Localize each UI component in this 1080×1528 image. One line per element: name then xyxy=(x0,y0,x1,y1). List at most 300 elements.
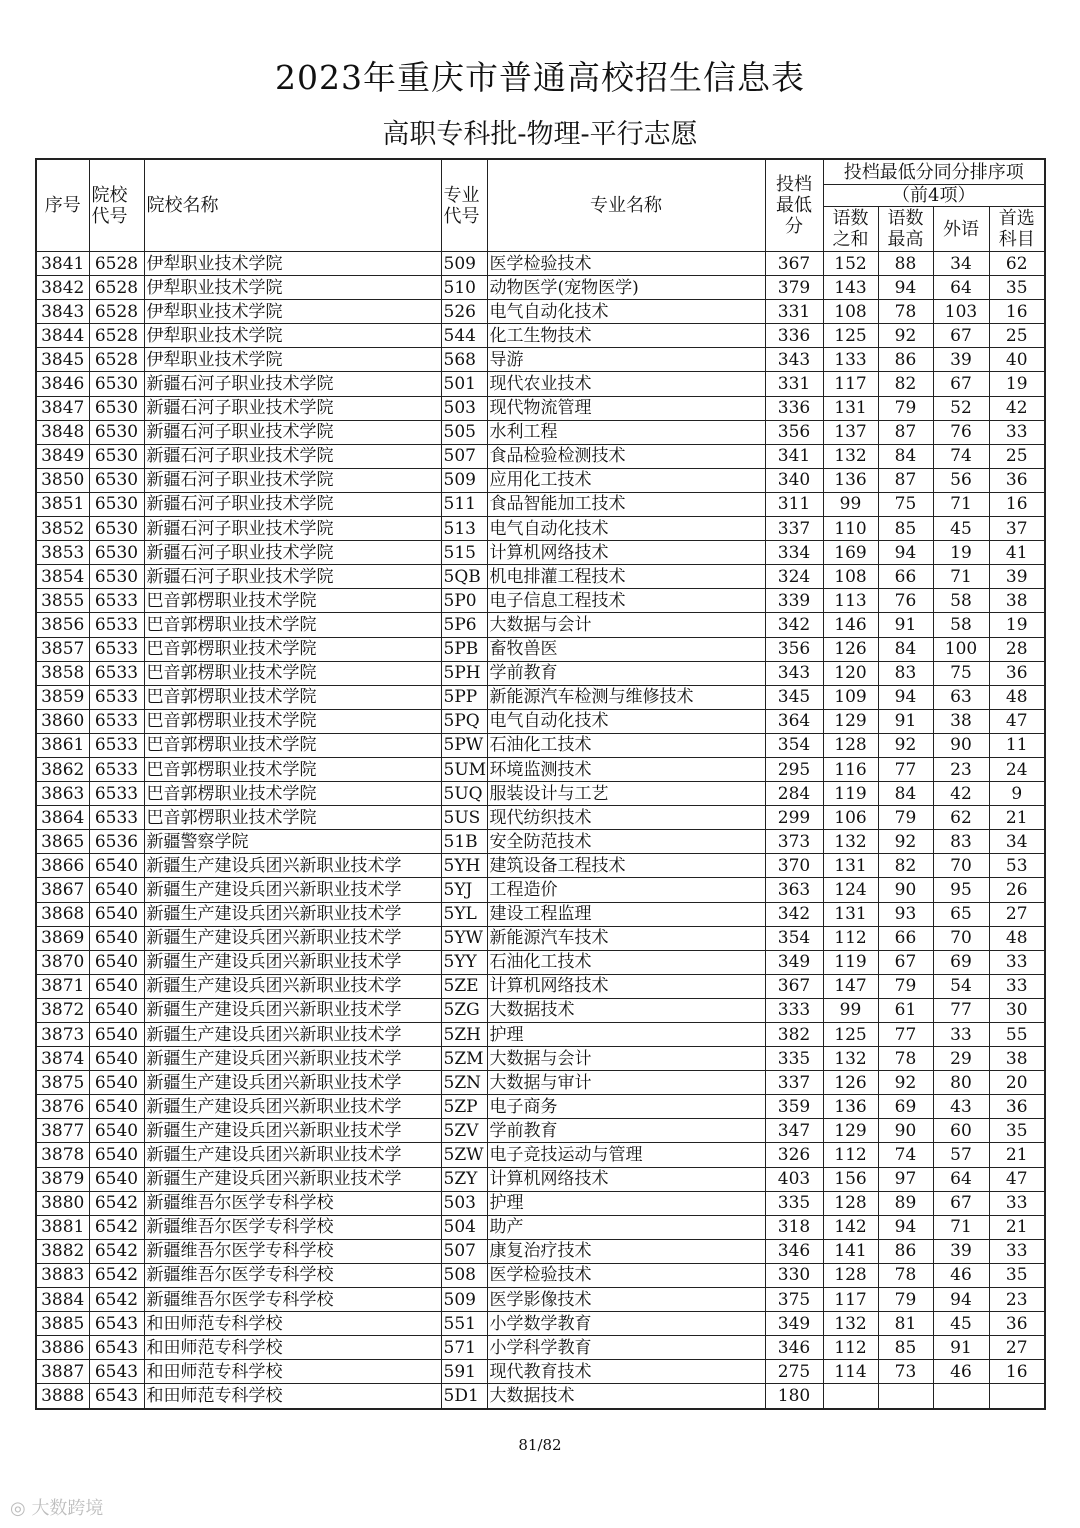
cell-school-name: 巴音郭楞职业技术学院 xyxy=(144,782,441,806)
cell-seq: 3863 xyxy=(36,782,89,806)
table-row xyxy=(36,613,1045,637)
cell-sub3: 52 xyxy=(933,396,989,420)
cell-major-code: 5ZP xyxy=(441,1095,487,1119)
cell-sub4: 16 xyxy=(989,492,1045,516)
cell-major-name: 现代物流管理 xyxy=(487,396,765,420)
cell-min-score: 324 xyxy=(765,565,823,589)
cell-min-score: 370 xyxy=(765,854,823,878)
cell-sub1: 120 xyxy=(823,661,878,685)
cell-sub4: 26 xyxy=(989,878,1045,902)
cell-min-score: 335 xyxy=(765,1191,823,1215)
cell-sub1: 112 xyxy=(823,1336,878,1360)
cell-seq: 3866 xyxy=(36,854,89,878)
cell-sub3: 71 xyxy=(933,565,989,589)
cell-school-name: 伊犁职业技术学院 xyxy=(144,300,441,324)
cell-school-name: 新疆生产建设兵团兴新职业技术学 xyxy=(144,998,441,1022)
cell-major-code: 5ZY xyxy=(441,1167,487,1191)
cell-seq: 3842 xyxy=(36,276,89,300)
cell-min-score: 345 xyxy=(765,685,823,709)
cell-sub1: 124 xyxy=(823,878,878,902)
cell-school-name: 巴音郭楞职业技术学院 xyxy=(144,613,441,637)
cell-major-name: 助产 xyxy=(487,1215,765,1239)
cell-min-score: 284 xyxy=(765,782,823,806)
header-school-code: 院校代号 xyxy=(89,159,144,252)
cell-major-code: 5PB xyxy=(441,637,487,661)
cell-sub1: 106 xyxy=(823,806,878,830)
cell-school-name: 和田师范专科学校 xyxy=(144,1336,441,1360)
table-row xyxy=(36,830,1045,854)
cell-sub2: 92 xyxy=(878,324,933,348)
cell-sub3: 76 xyxy=(933,420,989,444)
cell-sub4: 21 xyxy=(989,1215,1045,1239)
cell-sub3: 54 xyxy=(933,974,989,998)
header-tie-group: 投档最低分同分排序项 xyxy=(823,159,1045,185)
cell-sub2: 74 xyxy=(878,1143,933,1167)
cell-major-name: 导游 xyxy=(487,348,765,372)
table-row xyxy=(36,396,1045,420)
cell-major-code: 5ZE xyxy=(441,974,487,998)
cell-major-code: 5ZM xyxy=(441,1047,487,1071)
table-row xyxy=(36,324,1045,348)
cell-sub3: 45 xyxy=(933,1312,989,1336)
table-row xyxy=(36,709,1045,733)
table-row xyxy=(36,1095,1045,1119)
cell-sub4: 36 xyxy=(989,661,1045,685)
cell-sub1: 136 xyxy=(823,468,878,492)
cell-school-name: 新疆生产建设兵团兴新职业技术学 xyxy=(144,854,441,878)
table-row xyxy=(36,541,1045,565)
cell-school-name: 新疆石河子职业技术学院 xyxy=(144,517,441,541)
cell-seq: 3847 xyxy=(36,396,89,420)
cell-sub3: 71 xyxy=(933,492,989,516)
cell-major-name: 电气自动化技术 xyxy=(487,517,765,541)
cell-seq: 3878 xyxy=(36,1143,89,1167)
cell-school-code: 6540 xyxy=(89,1143,144,1167)
cell-seq: 3867 xyxy=(36,878,89,902)
table-row xyxy=(36,878,1045,902)
cell-school-code: 6530 xyxy=(89,565,144,589)
cell-sub2: 84 xyxy=(878,637,933,661)
table-row xyxy=(36,252,1045,276)
cell-sub4: 33 xyxy=(989,1239,1045,1263)
cell-seq: 3882 xyxy=(36,1239,89,1263)
cell-sub2: 67 xyxy=(878,950,933,974)
cell-seq: 3880 xyxy=(36,1191,89,1215)
cell-sub4: 33 xyxy=(989,974,1045,998)
table-row xyxy=(36,733,1045,757)
cell-major-code: 551 xyxy=(441,1312,487,1336)
cell-min-score: 342 xyxy=(765,902,823,926)
table-row xyxy=(36,1312,1045,1336)
cell-major-name: 应用化工技术 xyxy=(487,468,765,492)
cell-sub1: 131 xyxy=(823,854,878,878)
cell-school-code: 6528 xyxy=(89,348,144,372)
cell-min-score: 347 xyxy=(765,1119,823,1143)
cell-major-name: 畜牧兽医 xyxy=(487,637,765,661)
cell-sub2: 86 xyxy=(878,348,933,372)
cell-sub1: 112 xyxy=(823,1143,878,1167)
cell-sub2: 84 xyxy=(878,444,933,468)
table-row xyxy=(36,1071,1045,1095)
cell-school-code: 6530 xyxy=(89,517,144,541)
cell-school-name: 新疆生产建设兵团兴新职业技术学 xyxy=(144,902,441,926)
cell-sub2: 79 xyxy=(878,396,933,420)
cell-sub2: 76 xyxy=(878,589,933,613)
cell-min-score: 275 xyxy=(765,1360,823,1384)
cell-school-code: 6528 xyxy=(89,276,144,300)
cell-sub4: 23 xyxy=(989,1288,1045,1312)
cell-sub4: 27 xyxy=(989,902,1045,926)
cell-sub4: 33 xyxy=(989,420,1045,444)
table-row xyxy=(36,902,1045,926)
cell-sub2: 61 xyxy=(878,998,933,1022)
cell-seq: 3841 xyxy=(36,252,89,276)
cell-min-score: 334 xyxy=(765,541,823,565)
cell-sub1: 125 xyxy=(823,324,878,348)
table-row xyxy=(36,757,1045,781)
cell-sub1: 125 xyxy=(823,1023,878,1047)
cell-school-code: 6542 xyxy=(89,1263,144,1287)
cell-seq: 3876 xyxy=(36,1095,89,1119)
cell-seq: 3862 xyxy=(36,757,89,781)
cell-min-score: 373 xyxy=(765,830,823,854)
cell-sub4: 16 xyxy=(989,300,1045,324)
cell-school-code: 6533 xyxy=(89,661,144,685)
cell-sub2: 81 xyxy=(878,1312,933,1336)
cell-school-code: 6540 xyxy=(89,902,144,926)
cell-min-score: 331 xyxy=(765,300,823,324)
table-row xyxy=(36,517,1045,541)
table-row xyxy=(36,420,1045,444)
table-row xyxy=(36,637,1045,661)
cell-major-name: 环境监测技术 xyxy=(487,757,765,781)
cell-school-name: 新疆生产建设兵团兴新职业技术学 xyxy=(144,1143,441,1167)
cell-major-code: 509 xyxy=(441,468,487,492)
cell-school-name: 巴音郭楞职业技术学院 xyxy=(144,661,441,685)
watermark: ◎ 大数跨境 xyxy=(10,1498,104,1519)
cell-sub4: 40 xyxy=(989,348,1045,372)
cell-school-code: 6533 xyxy=(89,613,144,637)
cell-sub2: 85 xyxy=(878,517,933,541)
cell-sub3: 45 xyxy=(933,517,989,541)
cell-school-name: 新疆警察学院 xyxy=(144,830,441,854)
cell-sub2: 79 xyxy=(878,974,933,998)
cell-sub4: 25 xyxy=(989,324,1045,348)
cell-sub1: 128 xyxy=(823,733,878,757)
cell-major-code: 5ZG xyxy=(441,998,487,1022)
cell-school-code: 6533 xyxy=(89,733,144,757)
cell-min-score: 343 xyxy=(765,661,823,685)
cell-major-code: 5US xyxy=(441,806,487,830)
cell-major-code: 51B xyxy=(441,830,487,854)
cell-sub1: 137 xyxy=(823,420,878,444)
cell-school-name: 伊犁职业技术学院 xyxy=(144,276,441,300)
cell-school-name: 巴音郭楞职业技术学院 xyxy=(144,733,441,757)
cell-sub2: 90 xyxy=(878,878,933,902)
cell-sub3: 69 xyxy=(933,950,989,974)
cell-min-score: 295 xyxy=(765,757,823,781)
cell-sub2: 69 xyxy=(878,1095,933,1119)
cell-sub4: 27 xyxy=(989,1336,1045,1360)
cell-school-code: 6540 xyxy=(89,1119,144,1143)
cell-seq: 3868 xyxy=(36,902,89,926)
cell-school-code: 6533 xyxy=(89,637,144,661)
cell-sub4: 20 xyxy=(989,1071,1045,1095)
cell-sub1: 112 xyxy=(823,926,878,950)
cell-major-name: 护理 xyxy=(487,1023,765,1047)
cell-sub3: 33 xyxy=(933,1023,989,1047)
cell-sub2 xyxy=(878,1384,933,1409)
cell-sub2: 87 xyxy=(878,468,933,492)
cell-school-code: 6540 xyxy=(89,1047,144,1071)
cell-sub1: 108 xyxy=(823,565,878,589)
cell-sub1: 126 xyxy=(823,1071,878,1095)
table-row xyxy=(36,1263,1045,1287)
cell-sub3: 70 xyxy=(933,926,989,950)
cell-sub2: 82 xyxy=(878,854,933,878)
cell-seq: 3857 xyxy=(36,637,89,661)
cell-sub2: 97 xyxy=(878,1167,933,1191)
cell-seq: 3865 xyxy=(36,830,89,854)
table-row xyxy=(36,926,1045,950)
table-row xyxy=(36,1384,1045,1409)
cell-sub2: 77 xyxy=(878,757,933,781)
cell-sub4: 35 xyxy=(989,276,1045,300)
cell-sub3: 90 xyxy=(933,733,989,757)
table-row xyxy=(36,348,1045,372)
cell-sub3: 103 xyxy=(933,300,989,324)
cell-sub3: 56 xyxy=(933,468,989,492)
cell-school-code: 6540 xyxy=(89,926,144,950)
cell-sub1: 128 xyxy=(823,1263,878,1287)
cell-sub2: 88 xyxy=(878,252,933,276)
cell-major-code: 503 xyxy=(441,1191,487,1215)
cell-min-score: 337 xyxy=(765,1071,823,1095)
cell-sub4: 33 xyxy=(989,950,1045,974)
cell-sub3: 58 xyxy=(933,613,989,637)
cell-min-score: 342 xyxy=(765,613,823,637)
cell-sub1: 132 xyxy=(823,830,878,854)
cell-sub1: 146 xyxy=(823,613,878,637)
cell-major-code: 591 xyxy=(441,1360,487,1384)
cell-min-score: 337 xyxy=(765,517,823,541)
cell-sub2: 66 xyxy=(878,565,933,589)
cell-school-name: 新疆生产建设兵团兴新职业技术学 xyxy=(144,1071,441,1095)
cell-seq: 3873 xyxy=(36,1023,89,1047)
header-min-score: 投档最低分 xyxy=(765,159,823,252)
cell-min-score: 349 xyxy=(765,950,823,974)
cell-school-code: 6528 xyxy=(89,300,144,324)
cell-major-name: 食品检验检测技术 xyxy=(487,444,765,468)
cell-school-name: 新疆石河子职业技术学院 xyxy=(144,420,441,444)
cell-school-name: 新疆石河子职业技术学院 xyxy=(144,444,441,468)
cell-sub3: 75 xyxy=(933,661,989,685)
table-row xyxy=(36,492,1045,516)
cell-school-name: 新疆生产建设兵团兴新职业技术学 xyxy=(144,926,441,950)
cell-sub3: 46 xyxy=(933,1360,989,1384)
cell-sub2: 85 xyxy=(878,1336,933,1360)
table-row xyxy=(36,1191,1045,1215)
cell-sub2: 92 xyxy=(878,1071,933,1095)
cell-sub2: 79 xyxy=(878,1288,933,1312)
cell-sub4: 47 xyxy=(989,1167,1045,1191)
cell-major-code: 5ZV xyxy=(441,1119,487,1143)
table-row xyxy=(36,1167,1045,1191)
cell-major-name: 电气自动化技术 xyxy=(487,300,765,324)
cell-sub4: 24 xyxy=(989,757,1045,781)
cell-school-code: 6543 xyxy=(89,1360,144,1384)
cell-school-code: 6540 xyxy=(89,1095,144,1119)
cell-sub2: 92 xyxy=(878,733,933,757)
cell-school-name: 新疆生产建设兵团兴新职业技术学 xyxy=(144,1095,441,1119)
cell-major-code: 5P6 xyxy=(441,613,487,637)
cell-sub1: 99 xyxy=(823,998,878,1022)
cell-major-name: 石油化工技术 xyxy=(487,733,765,757)
cell-school-name: 新疆生产建设兵团兴新职业技术学 xyxy=(144,1119,441,1143)
cell-sub3: 38 xyxy=(933,709,989,733)
table-row xyxy=(36,444,1045,468)
cell-sub4: 53 xyxy=(989,854,1045,878)
cell-sub1: 116 xyxy=(823,757,878,781)
cell-major-name: 大数据技术 xyxy=(487,1384,765,1409)
cell-seq: 3872 xyxy=(36,998,89,1022)
cell-sub3: 64 xyxy=(933,276,989,300)
cell-school-code: 6540 xyxy=(89,1167,144,1191)
header-major-code: 专业代号 xyxy=(441,159,487,252)
cell-major-code: 503 xyxy=(441,396,487,420)
cell-sub4: 11 xyxy=(989,733,1045,757)
cell-sub3: 29 xyxy=(933,1047,989,1071)
cell-major-code: 5ZN xyxy=(441,1071,487,1095)
cell-major-name: 安全防范技术 xyxy=(487,830,765,854)
cell-sub1: 108 xyxy=(823,300,878,324)
table-row xyxy=(36,565,1045,589)
cell-sub2: 77 xyxy=(878,1023,933,1047)
cell-sub4: 55 xyxy=(989,1023,1045,1047)
cell-school-code: 6533 xyxy=(89,709,144,733)
cell-school-code: 6540 xyxy=(89,950,144,974)
cell-school-name: 新疆石河子职业技术学院 xyxy=(144,492,441,516)
cell-school-code: 6530 xyxy=(89,396,144,420)
cell-major-name: 大数据技术 xyxy=(487,998,765,1022)
cell-major-code: 5YH xyxy=(441,854,487,878)
cell-major-name: 电子竞技运动与管理 xyxy=(487,1143,765,1167)
cell-sub3: 46 xyxy=(933,1263,989,1287)
cell-major-name: 新能源汽车技术 xyxy=(487,926,765,950)
watermark-icon: ◎ xyxy=(10,1498,32,1519)
cell-sub2: 90 xyxy=(878,1119,933,1143)
cell-sub1 xyxy=(823,1384,878,1409)
cell-seq: 3885 xyxy=(36,1312,89,1336)
table-row xyxy=(36,372,1045,396)
cell-sub2: 83 xyxy=(878,661,933,685)
cell-major-name: 医学检验技术 xyxy=(487,252,765,276)
cell-school-name: 伊犁职业技术学院 xyxy=(144,252,441,276)
table-row xyxy=(36,1023,1045,1047)
cell-min-score: 364 xyxy=(765,709,823,733)
cell-seq: 3871 xyxy=(36,974,89,998)
cell-min-score: 403 xyxy=(765,1167,823,1191)
cell-min-score: 335 xyxy=(765,1047,823,1071)
cell-school-code: 6540 xyxy=(89,974,144,998)
table-row xyxy=(36,589,1045,613)
cell-sub3: 42 xyxy=(933,782,989,806)
cell-sub3: 34 xyxy=(933,252,989,276)
cell-sub3: 91 xyxy=(933,1336,989,1360)
cell-sub2: 92 xyxy=(878,830,933,854)
table-row xyxy=(36,974,1045,998)
cell-school-name: 新疆石河子职业技术学院 xyxy=(144,541,441,565)
header-school-name: 院校名称 xyxy=(144,159,441,252)
cell-sub2: 82 xyxy=(878,372,933,396)
cell-major-code: 5P0 xyxy=(441,589,487,613)
cell-seq: 3877 xyxy=(36,1119,89,1143)
cell-min-score: 311 xyxy=(765,492,823,516)
cell-sub2: 94 xyxy=(878,541,933,565)
table-body xyxy=(36,252,1045,1409)
cell-seq: 3860 xyxy=(36,709,89,733)
cell-school-name: 新疆维吾尔医学专科学校 xyxy=(144,1239,441,1263)
cell-school-name: 和田师范专科学校 xyxy=(144,1384,441,1409)
cell-sub3: 67 xyxy=(933,1191,989,1215)
cell-min-score: 367 xyxy=(765,252,823,276)
cell-school-name: 新疆生产建设兵团兴新职业技术学 xyxy=(144,974,441,998)
cell-min-score: 341 xyxy=(765,444,823,468)
cell-major-name: 工程造价 xyxy=(487,878,765,902)
cell-sub4: 62 xyxy=(989,252,1045,276)
cell-school-code: 6540 xyxy=(89,1023,144,1047)
cell-seq: 3886 xyxy=(36,1336,89,1360)
cell-sub2: 78 xyxy=(878,1263,933,1287)
cell-sub4: 39 xyxy=(989,565,1045,589)
cell-seq: 3844 xyxy=(36,324,89,348)
cell-seq: 3869 xyxy=(36,926,89,950)
cell-school-name: 新疆生产建设兵团兴新职业技术学 xyxy=(144,1047,441,1071)
cell-sub1: 119 xyxy=(823,782,878,806)
cell-major-code: 568 xyxy=(441,348,487,372)
cell-school-name: 巴音郭楞职业技术学院 xyxy=(144,589,441,613)
cell-major-code: 5PQ xyxy=(441,709,487,733)
cell-min-score: 354 xyxy=(765,926,823,950)
table-row xyxy=(36,685,1045,709)
cell-major-name: 动物医学(宠物医学) xyxy=(487,276,765,300)
cell-sub2: 89 xyxy=(878,1191,933,1215)
cell-sub1: 141 xyxy=(823,1239,878,1263)
cell-sub1: 131 xyxy=(823,902,878,926)
cell-sub1: 131 xyxy=(823,396,878,420)
cell-major-name: 化工生物技术 xyxy=(487,324,765,348)
cell-school-code: 6543 xyxy=(89,1336,144,1360)
cell-sub4: 30 xyxy=(989,998,1045,1022)
cell-major-name: 计算机网络技术 xyxy=(487,541,765,565)
cell-major-name: 现代农业技术 xyxy=(487,372,765,396)
cell-sub2: 78 xyxy=(878,1047,933,1071)
header-major-name: 专业名称 xyxy=(487,159,765,252)
admission-table xyxy=(35,158,1046,1410)
cell-school-name: 新疆石河子职业技术学院 xyxy=(144,565,441,589)
cell-seq: 3864 xyxy=(36,806,89,830)
cell-sub3: 43 xyxy=(933,1095,989,1119)
cell-school-name: 巴音郭楞职业技术学院 xyxy=(144,709,441,733)
cell-major-code: 510 xyxy=(441,276,487,300)
cell-major-name: 医学影像技术 xyxy=(487,1288,765,1312)
cell-sub1: 132 xyxy=(823,1312,878,1336)
cell-sub4: 9 xyxy=(989,782,1045,806)
cell-sub2: 94 xyxy=(878,685,933,709)
cell-seq: 3854 xyxy=(36,565,89,589)
cell-major-name: 电气自动化技术 xyxy=(487,709,765,733)
cell-major-name: 大数据与会计 xyxy=(487,1047,765,1071)
